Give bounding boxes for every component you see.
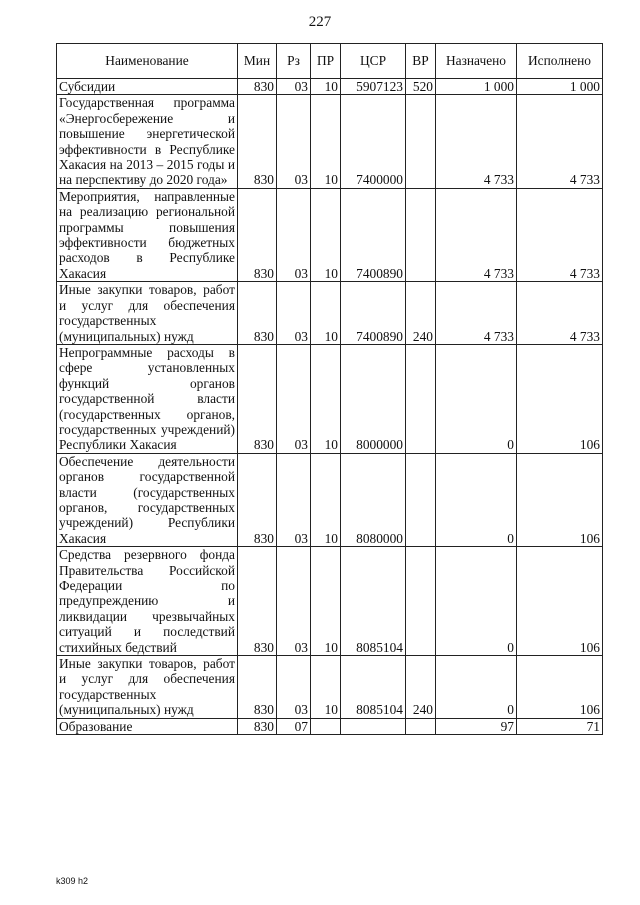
row-rz: 03 [277, 453, 311, 546]
header-csr: ЦСР [341, 44, 406, 79]
footer-code: k309 h2 [56, 876, 89, 886]
row-assigned: 4 733 [436, 95, 517, 188]
header-assigned: Назначено [436, 44, 517, 79]
row-min: 830 [238, 656, 277, 719]
table-row [57, 344, 603, 453]
row-name: Иные закупки товаров, работ и услуг для обеспечения государственных (муниципальных) нужд [57, 282, 238, 345]
row-csr: 7400000 [341, 95, 406, 188]
row-min: 830 [238, 344, 277, 453]
row-assigned: 0 [436, 344, 517, 453]
row-executed: 71 [517, 718, 603, 734]
page-number: 227 [308, 14, 332, 30]
row-rz: 03 [277, 95, 311, 188]
row-rz: 03 [277, 79, 311, 95]
row-assigned: 0 [436, 547, 517, 656]
row-rz: 07 [277, 718, 311, 734]
row-executed: 1 000 [517, 79, 603, 95]
row-rz: 03 [277, 656, 311, 719]
table-row [57, 188, 603, 281]
row-pr: 10 [311, 656, 341, 719]
row-csr: 7400890 [341, 188, 406, 281]
row-csr: 7400890 [341, 282, 406, 345]
row-pr: 10 [311, 547, 341, 656]
row-pr: 10 [311, 95, 341, 188]
row-pr: 10 [311, 282, 341, 345]
row-min: 830 [238, 95, 277, 188]
row-min: 830 [238, 547, 277, 656]
row-assigned: 4 733 [436, 282, 517, 345]
row-executed: 4 733 [517, 95, 603, 188]
row-assigned: 1 000 [436, 79, 517, 95]
row-pr: 10 [311, 344, 341, 453]
row-min: 830 [238, 79, 277, 95]
row-min: 830 [238, 718, 277, 734]
table-header-row [57, 44, 603, 79]
row-csr: 5907123 [341, 79, 406, 95]
row-name: Мероприятия, направленные на реализацию региональной программы повышения эффективности бюджетных расходов в Республике Хакасия [57, 188, 238, 281]
row-name: Образование [57, 718, 238, 734]
table-row [57, 718, 603, 734]
table-row [57, 547, 603, 656]
row-rz: 03 [277, 547, 311, 656]
row-executed: 106 [517, 453, 603, 546]
row-executed: 4 733 [517, 188, 603, 281]
row-name: Обеспечение деятельности органов государственной власти (государственных органов, государственных учреждений) Республики Хакасия [57, 453, 238, 546]
row-name: Средства резервного фонда Правительства Российской Федерации по предупреждению и ликвидации чрезвычайных ситуаций и последствий стихийных бедствий [57, 547, 238, 656]
row-vr: 240 [406, 282, 436, 345]
row-vr [406, 718, 436, 734]
header-vr: ВР [406, 44, 436, 79]
row-assigned: 0 [436, 453, 517, 546]
row-name: Субсидии [57, 79, 238, 95]
table-row [57, 95, 603, 188]
header-name: Наименование [57, 44, 238, 79]
row-name: Государственная программа «Энергосбережение и повышение энергетической эффективности в Республике Хакасия на 2013 – 2015 годы и на перспективу до 2020 года» [57, 95, 238, 188]
row-assigned: 0 [436, 656, 517, 719]
row-csr: 8000000 [341, 344, 406, 453]
row-rz: 03 [277, 188, 311, 281]
row-pr: 10 [311, 188, 341, 281]
row-pr: 10 [311, 79, 341, 95]
row-min: 830 [238, 453, 277, 546]
row-min: 830 [238, 282, 277, 345]
row-executed: 106 [517, 656, 603, 719]
row-vr [406, 95, 436, 188]
row-vr [406, 453, 436, 546]
row-vr [406, 188, 436, 281]
header-pr: ПР [311, 44, 341, 79]
row-rz: 03 [277, 344, 311, 453]
row-name: Иные закупки товаров, работ и услуг для обеспечения государственных (муниципальных) нужд [57, 656, 238, 719]
row-executed: 4 733 [517, 282, 603, 345]
row-assigned: 4 733 [436, 188, 517, 281]
row-rz: 03 [277, 282, 311, 345]
table-row [57, 453, 603, 546]
row-pr [311, 718, 341, 734]
row-name: Непрограммные расходы в сфере установленных функций органов государственной власти (государственных органов, государственных учреждений) Республики Хакасия [57, 344, 238, 453]
row-vr: 520 [406, 79, 436, 95]
row-vr: 240 [406, 656, 436, 719]
row-vr [406, 547, 436, 656]
row-assigned: 97 [436, 718, 517, 734]
row-pr: 10 [311, 453, 341, 546]
row-vr [406, 344, 436, 453]
row-executed: 106 [517, 547, 603, 656]
row-min: 830 [238, 188, 277, 281]
table-row [57, 282, 603, 345]
row-csr: 8085104 [341, 656, 406, 719]
header-rz: Рз [277, 44, 311, 79]
budget-table [56, 43, 603, 735]
row-executed: 106 [517, 344, 603, 453]
row-csr [341, 718, 406, 734]
header-min: Мин [238, 44, 277, 79]
header-executed: Исполнено [517, 44, 603, 79]
row-csr: 8085104 [341, 547, 406, 656]
table-row [57, 656, 603, 719]
table-row [57, 79, 603, 95]
row-csr: 8080000 [341, 453, 406, 546]
